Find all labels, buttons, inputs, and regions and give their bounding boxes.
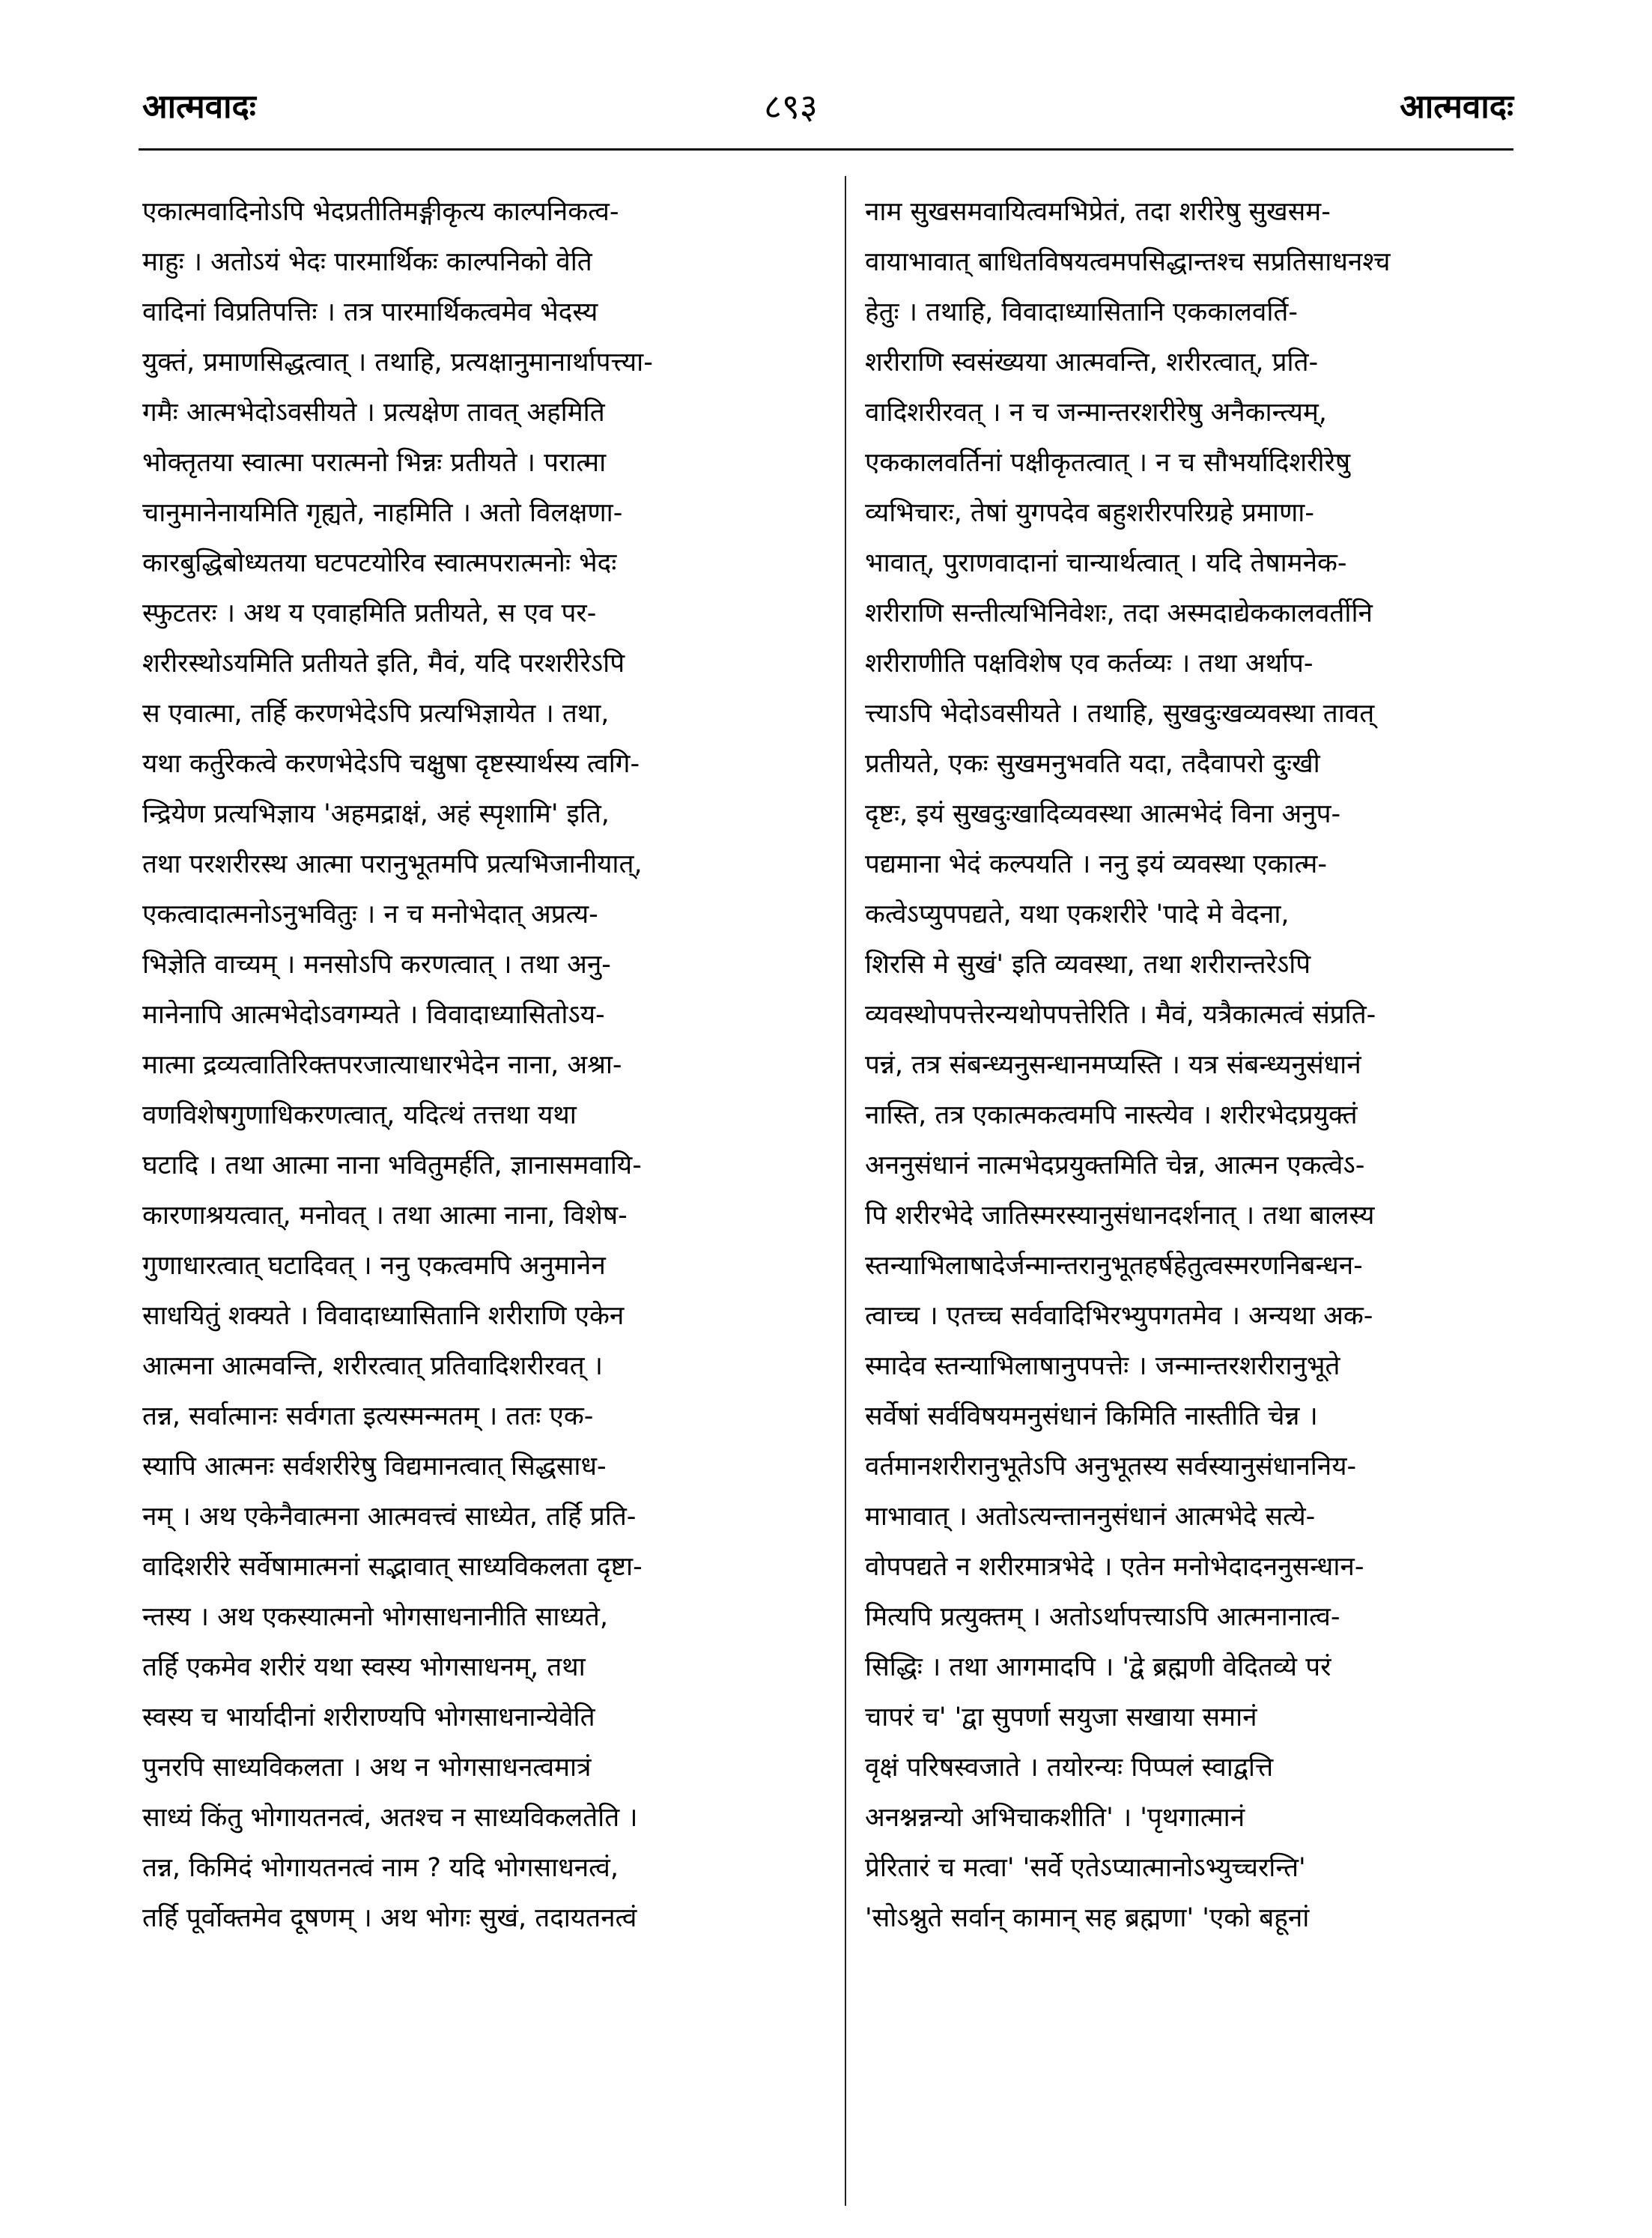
text-line: स्फुटतरः । अथ य एवाहमिति प्रतीयते, स एव पर- — [142, 598, 597, 628]
text-line: प्रेरितारं च मत्वा' 'सर्वे एतेऽप्यात्मानोऽभ्युच्चरन्ति' — [865, 1853, 1306, 1883]
text-line: पन्नं, तत्र संबन्ध्यनुसन्धानमप्यस्ति । यत्र संबन्ध्यनुसंधानं — [865, 1050, 1361, 1080]
text-line: पि शरीरभेदे जातिस्मरस्यानुसंधानदर्शनात् । तथा बालस्य — [865, 1201, 1375, 1231]
left-column — [142, 187, 816, 1944]
text-line: कारणाश्रयत्वात्, मनोवत् । तथा आत्मा नाना, विशेष- — [142, 1201, 628, 1231]
text-line: भिज्ञेति वाच्यम् । मनसोऽपि करणत्वात् । तथा अनु- — [142, 950, 611, 980]
text-line: वायाभावात् बाधितविषयत्वमपसिद्धान्तश्च सप्रतिसाधनश्च — [865, 247, 1391, 277]
running-header-left: आत्मवादः — [142, 88, 256, 126]
text-line: चापरं च' 'द्वा सुपर्णा सयुजा सखाया समानं — [865, 1702, 1257, 1732]
text-line: मात्मा द्रव्यत्वातिरिक्तपरजात्याधारभेदेन नाना, अश्रा- — [142, 1050, 622, 1080]
text-line: वर्तमानशरीरानुभूतेऽपि अनुभूतस्य सर्वस्यानुसंधाननिय- — [865, 1452, 1357, 1482]
text-line: शरीराणीति पक्षविशेष एव कर्तव्यः । तथा अर्थाप- — [865, 649, 1314, 679]
text-line: पुनरपि साध्यविकलता । अथ न भोगसाधनत्वमात्रं — [142, 1753, 592, 1783]
text-line: भोक्तृतया स्वात्मा परात्मनो भिन्नः प्रतीयते । परात्मा — [142, 448, 607, 478]
text-line: वादिनां विप्रतिपत्तिः । तत्र पारमार्थिकत्वमेव भेदस्य — [142, 297, 598, 327]
text-line: सर्वेषां सर्वविषयमनुसंधानं किमिति नास्तीति चेन्न । — [865, 1401, 1318, 1431]
text-line: त्वाच्च । एतच्च सर्ववादिभिरभ्युपगतमेव । अन्यथा अक- — [865, 1301, 1373, 1331]
text-line: एककालवर्तिनां पक्षीकृतत्वात् । न च सौभर्यादिशरीरेषु — [865, 448, 1351, 478]
text-line: न्द्रियेण प्रत्यभिज्ञाय 'अहमद्राक्षं, अहं स्पृशामि' इति, — [142, 799, 610, 829]
text-line: माभावात् । अतोऽत्यन्ताननुसंधानं आत्मभेदे सत्ये- — [865, 1502, 1316, 1532]
right-column — [865, 187, 1539, 1944]
text-line: माहुः । अतोऽयं भेदः पारमार्थिकः काल्पनिको वेति — [142, 247, 592, 277]
text-line: न्तस्य । अथ एकस्यात्मनो भोगसाधनानीति साध्यते, — [142, 1602, 608, 1632]
text-line: गमैः आत्मभेदोऽवसीयते । प्रत्यक्षेण तावत् अहमिति — [142, 398, 605, 428]
text-line: यथा कर्तुरेकत्वे करणभेदेऽपि चक्षुषा दृष्टस्यार्थस्य त्वगि- — [142, 749, 640, 779]
text-line: वादिशरीरवत् । न च जन्मान्तरशरीरेषु अनैकान्त्यम्, — [865, 398, 1327, 428]
text-line: कारबुद्धिबोध्यतया घटपटयोरिव स्वात्मपरात्मनोः भेदः — [142, 548, 617, 578]
running-header-right: आत्मवादः — [1400, 88, 1513, 126]
text-line: आत्मना आत्मवन्ति, शरीरत्वात् प्रतिवादिशरीरवत् । — [142, 1351, 603, 1381]
text-line: शरीराणि स्वसंख्यया आत्मवन्ति, शरीरत्वात्, प्रति- — [865, 348, 1319, 377]
text-line: नास्ति, तत्र एकात्मकत्वमपि नास्त्येव । शरीरभेदप्रयुक्तं — [865, 1100, 1358, 1130]
text-line: साध्यं किंतु भोगायतनत्वं, अतश्च न साध्यविकलतेति । — [142, 1803, 638, 1833]
text-line: शरीराणि सन्तीत्यभिनिवेशः, तदा अस्मदाद्येककालवर्तीनि — [865, 598, 1373, 628]
text-line: अननुसंधानं नात्मभेदप्रयुक्तमिति चेन्न, आत्मन एकत्वेऽ- — [865, 1150, 1365, 1180]
text-line: कत्वेऽप्युपपद्यते, यथा एकशरीरे 'पादे मे वेदना, — [865, 900, 1290, 930]
text-line: मित्यपि प्रत्युक्तम् । अतोऽर्थापत्त्याऽपि आत्मनानात्व- — [865, 1602, 1340, 1632]
text-line: नम् । अथ एकेनैवात्मना आत्मवत्त्वं साध्येत, तर्हि प्रति- — [142, 1502, 637, 1532]
text-line: वृक्षं परिषस्वजाते । तयोरन्यः पिप्पलं स्वाद्वत्ति — [865, 1753, 1274, 1783]
header-rule — [139, 148, 1513, 151]
text-line: एकात्मवादिनोऽपि भेदप्रतीतिमङ्गीकृत्य काल्पनिकत्व- — [142, 197, 619, 227]
text-line: एकत्वादात्मनोऽनुभवितुः । न च मनोभेदात् अप्रत्य- — [142, 900, 598, 930]
text-line: 'सोऽश्नुते सर्वान् कामान् सह ब्रह्मणा' 'एको बहूनां — [865, 1903, 1310, 1933]
text-line: स्तन्याभिलाषादेर्जन्मान्तरानुभूतहर्षहेतुत्वस्मरणनिबन्धन- — [865, 1251, 1363, 1281]
text-line: प्रतीयते, एकः सुखमनुभवति यदा, तदैवापरो दुःखी — [865, 749, 1320, 779]
text-line: नाम सुखसमवायित्वमभिप्रेतं, तदा शरीरेषु सुखसम- — [865, 197, 1331, 227]
text-line: व्यभिचारः, तेषां युगपदेव बहुशरीरपरिग्रहे प्रमाणा- — [865, 498, 1314, 528]
text-line: त्त्याऽपि भेदोऽवसीयते । तथाहि, सुखदुःखव्यवस्था तावत् — [865, 699, 1375, 729]
text-line: गुणाधारत्वात् घटादिवत् । ननु एकत्वमपि अनुमानेन — [142, 1251, 606, 1281]
text-line: युक्तं, प्रमाणसिद्धत्वात् । तथाहि, प्रत्यक्षानुमानार्थापत्त्या- — [142, 348, 653, 377]
text-line: वणविशेषगुणाधिकरणत्वात्, यदित्थं तत्तथा यथा — [142, 1100, 577, 1130]
text-line: घटादि । तथा आत्मा नाना भवितुमर्हति, ज्ञानासमवायि- — [142, 1150, 642, 1180]
text-line: सिद्धिः । तथा आगमादपि । 'द्वे ब्रह्मणी वेदितव्ये परं — [865, 1652, 1331, 1682]
text-line: मानेनापि आत्मभेदोऽवगम्यते । विवादाध्यासितोऽय- — [142, 1000, 605, 1030]
text-line: शरीरस्थोऽयमिति प्रतीयते इति, मैवं, यदि परशरीरेऽपि — [142, 649, 625, 679]
text-line: तर्हि पूर्वोक्तमेव दूषणम् । अथ भोगः सुखं, तदायतनत्वं — [142, 1903, 637, 1933]
text-line: साधयितुं शक्यते । विवादाध्यासितानि शरीराणि एकेन — [142, 1301, 625, 1331]
text-line: वादिशरीरे सर्वेषामात्मनां सद्भावात् साध्यविकलता दृष्टा- — [142, 1552, 643, 1582]
text-line: शिरसि मे सुखं' इति व्यवस्था, तथा शरीरान्तरेऽपि — [865, 950, 1311, 980]
text-line: व्यवस्थोपपत्तेरन्यथोपपत्तेरिति । मैवं, यत्रैकात्मत्वं संप्रति- — [865, 1000, 1376, 1030]
text-line: तन्न, सर्वात्मानः सर्वगता इत्यस्मन्मतम् । ततः एक- — [142, 1401, 594, 1431]
text-line: स्मादेव स्तन्याभिलाषानुपपत्तेः । जन्मान्तरशरीरानुभूते — [865, 1351, 1340, 1381]
text-line: स्वस्य च भार्यादीनां शरीराण्यपि भोगसाधनान्येवेति — [142, 1702, 595, 1732]
text-line: वोपपद्यते न शरीरमात्रभेदे । एतेन मनोभेदादननुसन्धान- — [865, 1552, 1364, 1582]
text-line: चानुमानेनायमिति गृह्यते, नाहमिति । अतो विलक्षणा- — [142, 498, 623, 528]
text-line: अनश्नन्नन्यो अभिचाकशीति' । 'पृथगात्मानं — [865, 1803, 1245, 1833]
text-line: भावात्, पुराणवादानां चान्यार्थत्वात् । यदि तेषामनेक- — [865, 548, 1347, 578]
text-line: तथा परशरीरस्थ आत्मा परानुभूतमपि प्रत्यभिजानीयात्, — [142, 849, 643, 879]
text-line: तर्हि एकमेव शरीरं यथा स्वस्य भोगसाधनम्, तथा — [142, 1652, 586, 1682]
page-number: ८९३ — [764, 86, 818, 127]
text-line: स एवात्मा, तर्हि करणभेदेऽपि प्रत्यभिज्ञायेत । तथा, — [142, 699, 610, 729]
text-line: दृष्टः, इयं सुखदुःखादिव्यवस्था आत्मभेदं विना अनुप- — [865, 799, 1341, 829]
text-line: स्यापि आत्मनः सर्वशरीरेषु विद्यमानत्वात् सिद्धसाध- — [142, 1452, 607, 1482]
column-divider — [845, 176, 846, 2206]
text-line: तन्न, किमिदं भोगायतनत्वं नाम ? यदि भोगसाधनत्वं, — [142, 1853, 619, 1883]
text-line: पद्यमाना भेदं कल्पयति । ननु इयं व्यवस्था एकात्म- — [865, 849, 1327, 879]
text-line: हेतुः । तथाहि, विवादाध्यासितानि एककालवर्ति- — [865, 297, 1298, 327]
